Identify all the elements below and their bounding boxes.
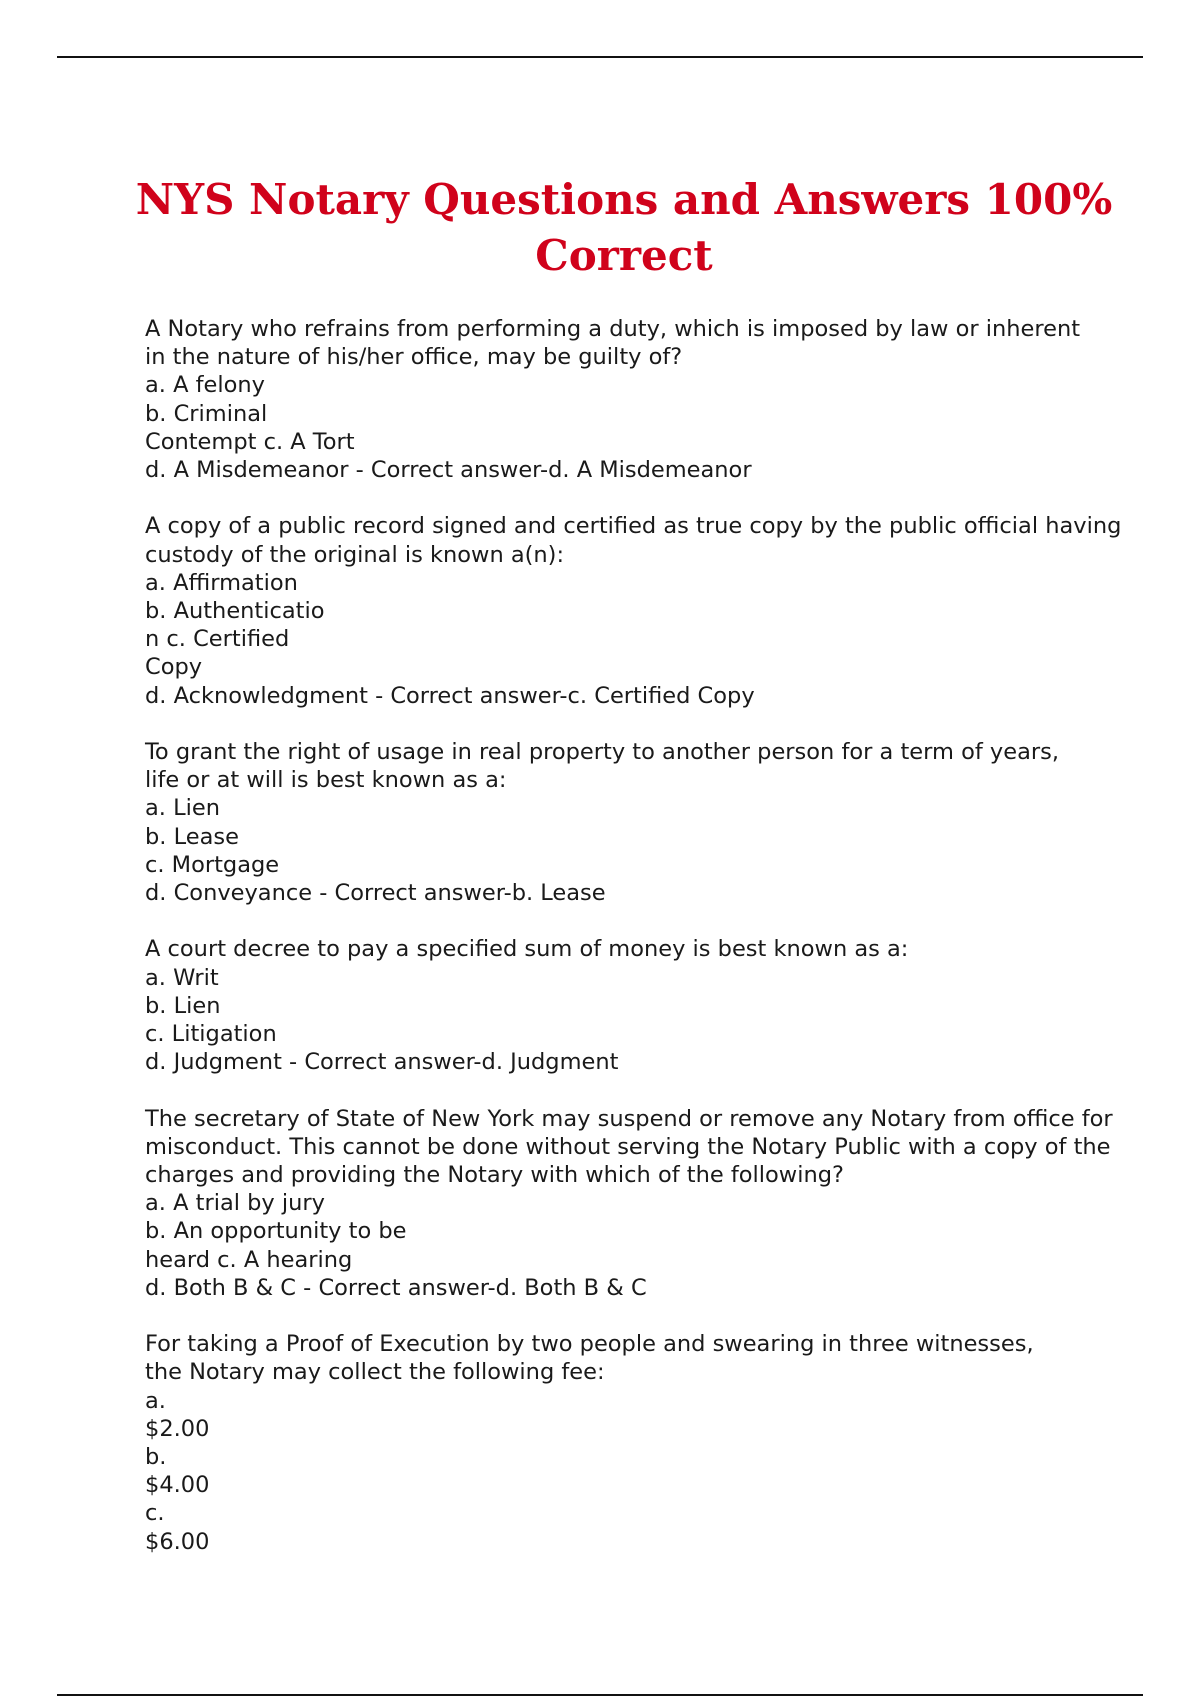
question-line: in the nature of his/her office, may be guilty of? bbox=[145, 344, 683, 371]
option-line: b. Criminal bbox=[145, 400, 268, 427]
question-line: the Notary may collect the following fee: bbox=[145, 1359, 605, 1386]
option-line: n c. Certified bbox=[145, 626, 290, 653]
qa-item-5 bbox=[145, 1105, 1113, 1302]
question-line: A copy of a public record signed and certified as true copy by the public official having bbox=[145, 513, 1122, 540]
option-line: Copy bbox=[145, 654, 203, 681]
option-line: $2.00 bbox=[145, 1415, 210, 1442]
question-line: charges and providing the Notary with which of the following? bbox=[145, 1162, 844, 1189]
option-line: Contempt c. A Tort bbox=[145, 428, 355, 455]
qa-item-2 bbox=[145, 512, 1122, 709]
qa-item-4 bbox=[145, 935, 1105, 1076]
question-line: misconduct. This cannot be done without serving the Notary Public with a copy of the bbox=[145, 1133, 1111, 1160]
option-line: c. Mortgage bbox=[145, 851, 280, 878]
top-rule bbox=[57, 56, 1143, 58]
option-line: b. Lease bbox=[145, 823, 239, 850]
option-line: a. bbox=[145, 1387, 166, 1414]
option-line: a. Writ bbox=[145, 964, 219, 991]
qa-item-6 bbox=[145, 1330, 1105, 1556]
question-line: The secretary of State of New York may suspend or remove any Notary from office for bbox=[145, 1105, 1113, 1132]
option-line: a. Lien bbox=[145, 795, 220, 822]
option-line: a. A felony bbox=[145, 372, 265, 399]
option-line: c. Litigation bbox=[145, 1021, 277, 1048]
answer-line: d. Judgment - Correct answer-d. Judgment bbox=[145, 1049, 619, 1076]
option-line: b. An opportunity to be bbox=[145, 1218, 407, 1245]
question-line: life or at will is best known as a: bbox=[145, 767, 507, 794]
option-line: $6.00 bbox=[145, 1528, 210, 1555]
option-line: b. Authenticatio bbox=[145, 598, 325, 625]
option-line: c. bbox=[145, 1500, 165, 1527]
option-line: a. A trial by jury bbox=[145, 1190, 325, 1217]
question-line: A Notary who refrains from performing a duty, which is imposed by law or inherent bbox=[145, 316, 1081, 342]
question-line: To grant the right of usage in real property to another person for a term of years, bbox=[145, 739, 1059, 766]
option-line: $4.00 bbox=[145, 1472, 210, 1499]
title-line-1: NYS Notary Questions and Answers 100% bbox=[135, 175, 1113, 224]
question-line: For taking a Proof of Execution by two people and swearing in three witnesses, bbox=[145, 1331, 1034, 1358]
answer-line: d. A Misdemeanor - Correct answer-d. A Misdemeanor bbox=[145, 457, 752, 484]
title-line-2: Correct bbox=[535, 231, 713, 280]
question-line: custody of the original is known a(n): bbox=[145, 541, 565, 568]
bottom-rule bbox=[57, 1694, 1143, 1696]
qa-list bbox=[145, 315, 1122, 1584]
qa-item-3 bbox=[145, 738, 1105, 907]
answer-line: d. Acknowledgment - Correct answer-c. Certified Copy bbox=[145, 682, 755, 709]
option-line: heard c. A hearing bbox=[145, 1246, 353, 1273]
option-line: b. Lien bbox=[145, 992, 221, 1019]
answer-line: d. Both B & C - Correct answer-d. Both B & C bbox=[145, 1274, 647, 1301]
qa-item-1 bbox=[145, 315, 1105, 484]
answer-line: d. Conveyance - Correct answer-b. Lease bbox=[145, 880, 606, 907]
option-line: a. Affirmation bbox=[145, 569, 298, 596]
option-line: b. bbox=[145, 1444, 167, 1471]
page-title bbox=[0, 172, 1200, 284]
question-line: A court decree to pay a specified sum of money is best known as a: bbox=[145, 936, 909, 963]
